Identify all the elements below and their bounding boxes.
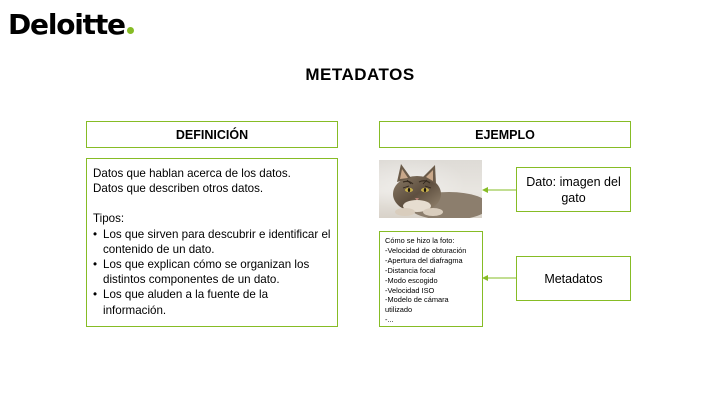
type-item: • Los que sirven para descubrir e identificar el contenido de un dato. <box>93 227 331 257</box>
definition-line: Datos que hablan acerca de los datos. <box>93 167 291 180</box>
logo-text: Deloitte <box>8 8 125 41</box>
types-label: Tipos: <box>93 212 125 226</box>
arrow-to-metadata-icon <box>482 274 516 282</box>
photo-info-line: -Modelo de cámara <box>385 295 449 305</box>
photo-metadata-box <box>379 231 483 327</box>
slide-title: METADATOS <box>305 65 415 84</box>
data-image-label-box <box>516 167 631 212</box>
photo-info-line: -... <box>385 315 394 325</box>
definition-header <box>86 121 338 148</box>
definition-header-label: DEFINICIÓN <box>175 127 249 142</box>
cat-illustration <box>379 160 482 218</box>
deloitte-logo <box>8 8 134 42</box>
arrow-to-image-icon <box>482 186 516 194</box>
type-item: • Los que aluden a la fuente de la información. <box>93 287 331 317</box>
metadata-label-box <box>516 256 631 301</box>
photo-info-line: -Modo escogido <box>385 275 438 285</box>
logo-green-dot <box>127 27 134 34</box>
photo-info-line: utilizado <box>385 305 413 315</box>
photo-info-line: -Velocidad ISO <box>385 285 435 295</box>
example-header-label: EJEMPLO <box>475 127 535 142</box>
photo-info-line: -Velocidad de obturación <box>385 245 467 255</box>
photo-info-line: Cómo se hizo la foto: <box>385 236 455 245</box>
cat-photo <box>379 160 482 218</box>
type-item: • Los que explican cómo se organizan los distintos componentes de un dato. <box>93 257 331 287</box>
photo-info-line: -Apertura del diafragma <box>385 255 463 265</box>
data-image-label: Dato: imagen del gato <box>526 174 621 205</box>
photo-info-line: -Distancia focal <box>385 265 436 275</box>
example-header <box>379 121 631 148</box>
types-list <box>93 227 331 318</box>
definition-body <box>86 158 338 327</box>
definition-line: Datos que describen otros datos. <box>93 182 264 196</box>
metadata-label: Metadatos <box>544 271 603 286</box>
spacer <box>93 196 331 211</box>
